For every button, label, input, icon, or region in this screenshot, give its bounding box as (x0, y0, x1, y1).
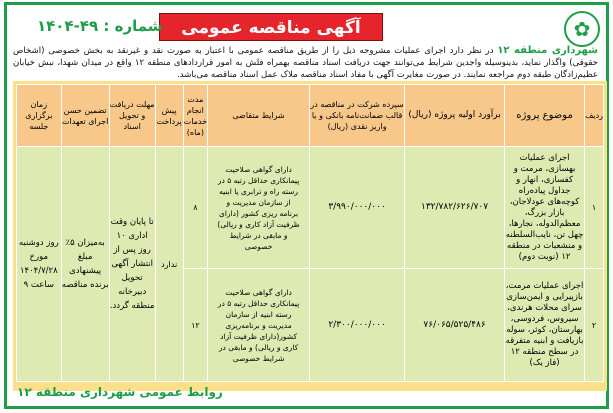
col-header: زمان برگزاری جلسه (17, 85, 62, 147)
tender-table-wrap (13, 81, 607, 391)
col-header: پیش پرداخت (155, 85, 183, 147)
col-header: تضمین حسن اجرای تعهدات (61, 85, 109, 147)
estimate: ۷۶/۰۶۵/۵۲۵/۴۸۶ (405, 269, 505, 382)
guarantee: به‌میزان ۵٪ مبلغ پیشنهادی برنده مناقصه (61, 147, 109, 382)
estimate: ۱۳۲/۷۸۲/۶۲۶/۷۰۷ (405, 147, 505, 269)
row-number: ۲ (585, 269, 604, 382)
org-name: شهرداری منطقه ۱۲ (497, 45, 598, 56)
intro-text: در نظر دارد اجرای عملیات مشروحه ذیل را از طریق مناقصه عمومی با اعتبار به صورت نقد و غیرنقد به بخش خصوصی (اشخاص حقوقی) واگذار نماید، بدینوسیله واجدین شرایط می‌توانند جهت دریافت اسناد مناقصه بهمراه فلش به امور قراردادهای منطقه ۱۲ واقع در میدان شهدا، نبش خیابان عظیم‌زادگان طبقه دوم مراجعه نمایند. در صورت مغایرت آگهی با مفاد اسناد مناقصه ملاک عمل اسناد مناقصه می‌باشد. (13, 46, 598, 80)
footer-signature: روابط عمومی شهرداری منطقه ۱۲ (17, 385, 223, 399)
municipality-logo-icon: ✿ (564, 11, 600, 47)
table-row (17, 147, 604, 269)
deadline: تا پایان وقت اداری ۱۰ روز پس از انتشار آگهی تحویل دبیرخانه منطقه گردد. (109, 147, 155, 382)
deposit: ۳/۹۹۰/۰۰۰/۰۰۰ (310, 147, 405, 269)
duration: ۸ (183, 147, 207, 269)
row-number: ۱ (585, 147, 604, 269)
project-subject: اجرای عملیات مرمت، بازپیرایی و ایمن‌سازی سرای محلات هرندی، سیروس، فردوسی، بهارستان، کوثر، سوله بازیافت و ابنیه متفرقه در سطح منطقه ۱۲ (فاز یک) (505, 269, 585, 382)
tender-table (16, 84, 604, 382)
col-header: برآورد اولیه پروژه (ریال) (405, 85, 505, 147)
ad-number: شماره : ۴۹-۱۴۰۴ (37, 17, 163, 35)
duration: ۱۲ (183, 269, 207, 382)
project-subject: اجرای عملیات بهسازی، مرمت و کفسازی، انهار و جداول پیاده‌راه کوچه‌های عودلاجان، بازار بزرگ، معظم‌الدوله، نجارها، چهل تن، نایب‌السلطنه و منشعبات در منطقه ۱۲ (نوبت دوم) (505, 147, 585, 269)
col-header: شرایط متقاضی (208, 85, 310, 147)
intro-paragraph (13, 45, 598, 81)
prepayment: ندارد (155, 147, 183, 382)
col-header: سپرده شرکت در مناقصه در قالب ضمانت‌نامه بانکی و یا واریز نقدی (ریال) (310, 85, 405, 147)
meeting-time: روز دوشنبه مورخ ۱۴۰۴/۷/۲۸ ساعت ۹ (17, 147, 62, 382)
table-header-row (17, 85, 604, 147)
conditions: دارای گواهی صلاحیت پیمانکاری حداقل رتبه ۵ در رسته راه و ترابری یا ابنیه از سازمان مدیریت و برنامه ریزی کشور (دارای ظرفیت آزاد کاری و ریالی) و مابقی در شرایط خصوصی (208, 147, 310, 269)
tender-ad (4, 2, 609, 409)
deposit: ۲/۳۰۰/۰۰۰/۰۰۰ (310, 269, 405, 382)
col-header: مدت انجام خدمات (ماه) (183, 85, 207, 147)
conditions: دارای گواهی صلاحیت پیمانکاری حداقل رتبه ۵ در رسته ابنیه از سازمان مدیریت و برنامه‌ریزی کشور(دارای ظرفیت آزاد کاری و ریالی) و مابقی در شرایط خصوصی (208, 269, 310, 382)
col-header: ردیف (585, 85, 604, 147)
ad-title: آگهی مناقصه عمومی (159, 13, 383, 41)
col-header: مهلت دریافت و تحویل اسناد (109, 85, 155, 147)
col-header: موضوع پروژه (505, 85, 585, 147)
